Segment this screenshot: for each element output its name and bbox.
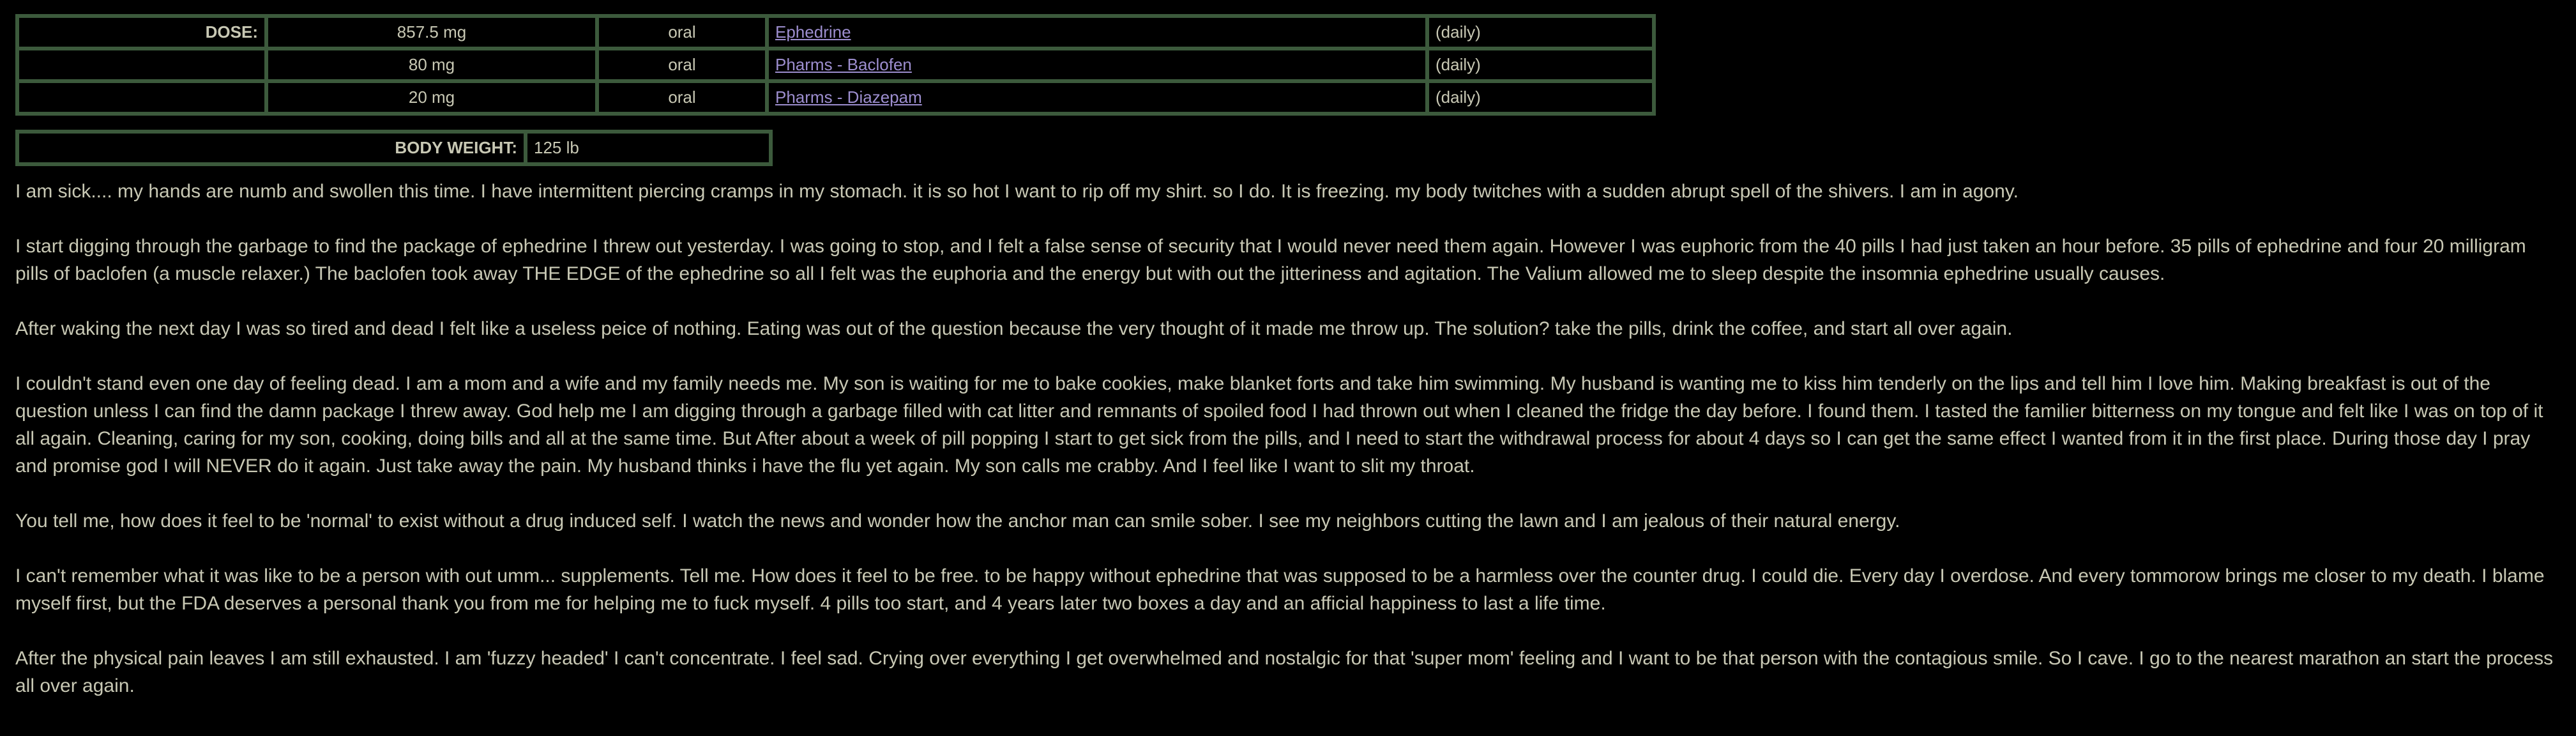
dose-substance-cell [767,49,1427,81]
dose-frequency: (daily) [1427,16,1654,49]
body-weight-value: 125 lb [526,132,771,164]
dose-route: oral [597,49,767,81]
dose-route: oral [597,81,767,114]
dose-label-empty [17,81,266,114]
dose-table [15,14,1656,116]
dose-label: DOSE: [17,16,266,49]
dose-row [17,49,1654,81]
dose-row [17,81,1654,114]
body-weight-label: BODY WEIGHT: [17,132,526,164]
body-weight-row [17,132,771,164]
dose-label-empty [17,49,266,81]
substance-link-baclofen[interactable]: Pharms - Baclofen [775,55,912,74]
report-paragraph: After the physical pain leaves I am still exhausted. I am 'fuzzy headed' I can't concentrate. I feel sad. Crying over everything I get overwhelmed and nostalgic for that 'super mom' feeling and I want to be that person with the contagious smile. So I cave. I go to the nearest marathon an start the process all over again. [15,648,2554,696]
dose-substance-cell [767,16,1427,49]
report-paragraph: I start digging through the garbage to find the package of ephedrine I threw out yesterday. I was going to stop, and I felt a false sense of security that I would never need them again. However I was euphoric from the 40 pills I had just taken an hour before. 35 pills of ephedrine and four 20 milligram pills of baclofen (a muscle relaxer.) The baclofen took away THE EDGE of the ephedrine so all I felt was the euphoria and the energy but with out the jitteriness and agitation. The Valium allowed me to sleep despite the insomnia ephedrine usually causes. [15,236,2526,284]
report-paragraph: I couldn't stand even one day of feeling dead. I am a mom and a wife and my family needs me. My son is waiting for me to bake cookies, make blanket forts and take him swimming. My husband is wanting me to kiss him tenderly on the lips and tell him I love him. Making breakfast is out of the question unless I can find the damn package I threw away. God help me I am digging through a garbage filled with cat litter and remnants of spoiled food I had thrown out when I cleaned the fridge the day before. I found them. I tasted the familier bitterness on my tongue and felt like I was on top of it all again. Cleaning, caring for my son, cooking, doing bills and all at the same time. But After about a week of pill popping I start to get sick from the pills, and I need to start the withdrawal process for about 4 days so I can get the same effect I wanted from it in the first place. During those day I pray and promise god I will NEVER do it again. Just take away the pain. My husband thinks i have the flu yet again. My son calls me crabby. And I feel like I want to slit my throat. [15,373,2543,477]
report-body [15,178,2554,700]
substance-link-ephedrine[interactable]: Ephedrine [775,22,851,42]
report-paragraph: You tell me, how does it feel to be 'normal' to exist without a drug induced self. I watch the news and wonder how the anchor man can smile sober. I see my neighbors cutting the lawn and I am jealous of their natural energy. [15,510,1900,532]
body-weight-table [15,130,773,166]
report-paragraph: After waking the next day I was so tired and dead I felt like a useless peice of nothing. Eating was out of the question because the very thought of it made me throw up. The solution? take the pills, drink the coffee, and start all over again. [15,318,2013,339]
report-page [15,14,2554,727]
dose-route: oral [597,16,767,49]
report-paragraph: I am sick.... my hands are numb and swollen this time. I have intermittent piercing cramps in my stomach. it is so hot I want to rip off my shirt. so I do. It is freezing. my body twitches with a sudden abrupt spell of the shivers. I am in agony. [15,181,2019,202]
dose-amount: 20 mg [266,81,597,114]
dose-frequency: (daily) [1427,81,1654,114]
report-paragraph: I can't remember what it was like to be a person with out umm... supplements. Tell me. How does it feel to be free. to be happy without ephedrine that was supposed to be a harmless over the counter drug. I could die. Every day I overdose. And every tommorow brings me closer to my death. I blame myself first, but the FDA deserves a personal thank you from me for helping me to fuck myself. 4 pills too start, and 4 years later two boxes a day and an afficial happiness to last a life time. [15,565,2545,614]
dose-amount: 80 mg [266,49,597,81]
dose-amount: 857.5 mg [266,16,597,49]
dose-row [17,16,1654,49]
substance-link-diazepam[interactable]: Pharms - Diazepam [775,88,922,107]
dose-substance-cell [767,81,1427,114]
dose-frequency: (daily) [1427,49,1654,81]
